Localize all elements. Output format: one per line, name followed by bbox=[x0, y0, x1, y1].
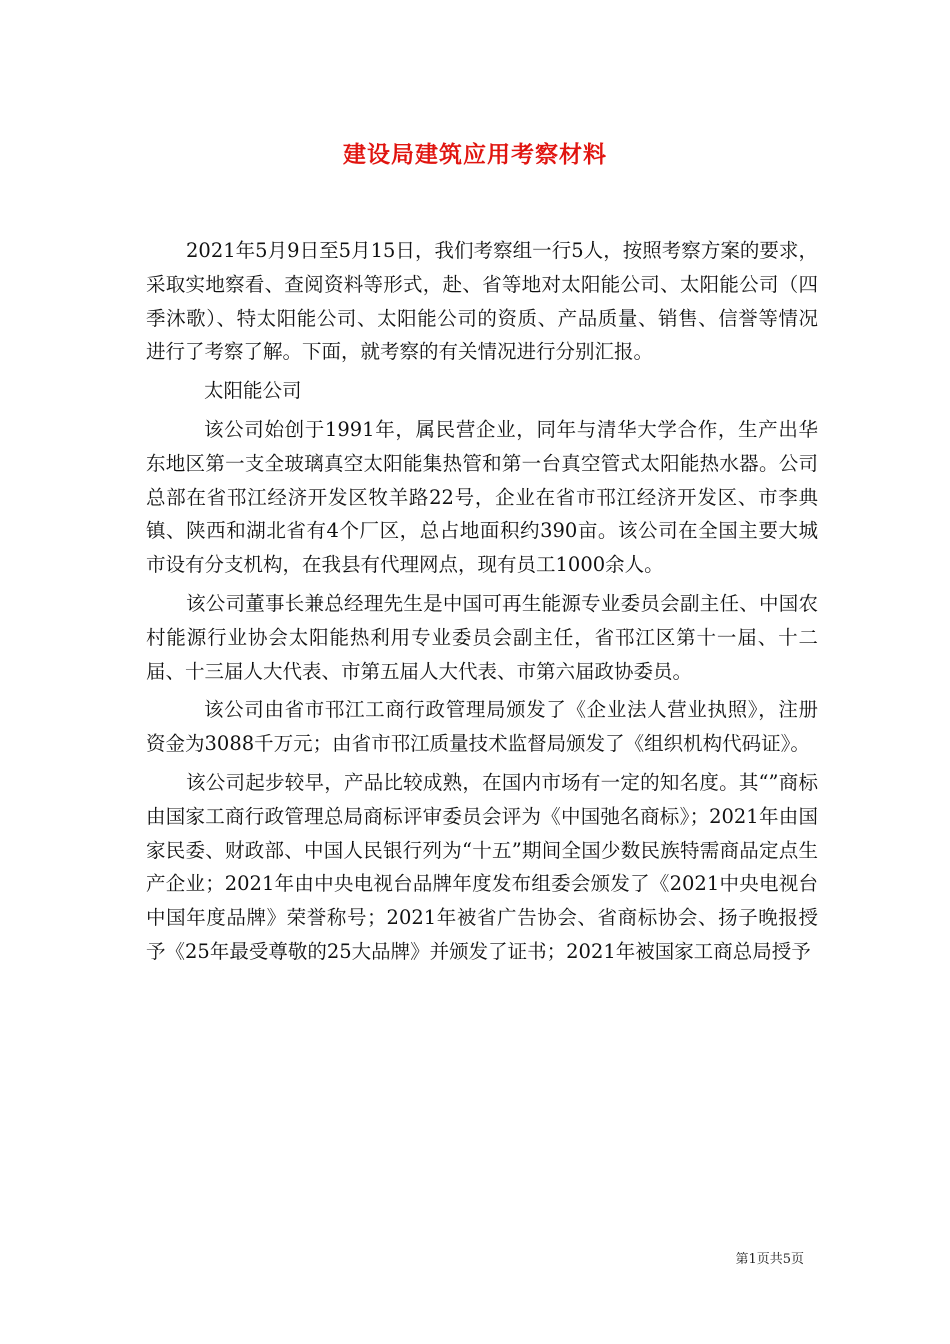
section-heading: 太阳能公司 bbox=[204, 379, 302, 403]
document-body bbox=[146, 234, 818, 974]
page-number: 第1页共5页 bbox=[735, 1252, 804, 1267]
license-paragraph: 该公司由省市邗江工商行政管理局颁发了《企业法人营业执照》，注册资金为3088千万元；由省市邗江质量技术监督局颁发了《组织机构代码证》。 bbox=[146, 698, 818, 756]
reputation-paragraph: 该公司起步较早，产品比较成熟，在国内市场有一定的知名度。其“”商标由国家工商行政管理总局商标评审委员会评为《中国弛名商标》；2021年由国家民委、财政部、中国人民银行列为“十五”期间全国少数民族特需商品定点生产企业；2021年由中央电视台品牌年度发布组委会颁发了《2021中央电视台中国年度品牌》荣誉称号；2021年被省广告协会、省商标协会、扬子晚报授予《25年最受尊敬的25大品牌》并颁发了证书；2021年被国家工商总局授予 bbox=[146, 770, 818, 963]
document-title: 建设局建筑应用考察材料 bbox=[343, 141, 607, 168]
company-history-paragraph: 该公司始创于1991年，属民营企业，同年与清华大学合作，生产出华东地区第一支全玻璃真空太阳能集热管和第一台真空管式太阳能热水器。公司总部在省邗江经济开发区牧羊路22号，企业在省市邗江经济开发区、市李典镇、陕西和湖北省有4个厂区，总占地面积约390亩。该公司在全国主要大城市设有分支机构，在我县有代理网点，现有员工1000余人。 bbox=[146, 417, 818, 577]
intro-paragraph: 2021年5月9日至5月15日，我们考察组一行5人，按照考察方案的要求，采取实地察看、查阅资料等形式，赴、省等地对太阳能公司、太阳能公司（四季沐歌）、特太阳能公司、太阳能公司的资质、产品质量、销售、信誉等情况进行了考察了解。下面，就考察的有关情况进行分别汇报。 bbox=[146, 239, 818, 364]
chairman-paragraph: 该公司董事长兼总经理先生是中国可再生能源专业委员会副主任、中国农村能源行业协会太阳能热利用专业委员会副主任，省邗江区第十一届、十二届、十三届人大代表、市第五届人大代表、市第六届政协委员。 bbox=[146, 591, 818, 683]
